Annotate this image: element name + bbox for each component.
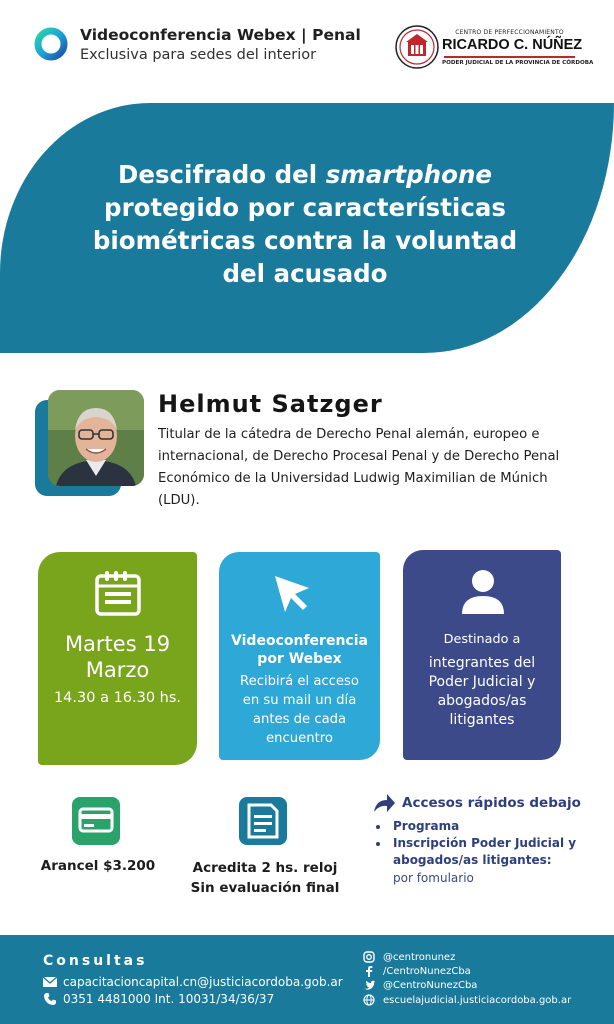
footer-phone: 0351 4481000 Int. 10031/34/36/37 (63, 992, 275, 1006)
quick-access-title: Accesos rápidos debajo (402, 795, 581, 811)
webex-card (219, 552, 380, 760)
twitter-icon (363, 979, 375, 991)
share-arrow-icon (372, 792, 396, 814)
header-subtitle: Exclusiva para sedes del interior (80, 47, 317, 63)
speaker-name: Helmut Satzger (158, 390, 383, 418)
speaker-portrait-icon (48, 390, 144, 486)
footer-web-row (363, 994, 571, 1006)
institution-divider (444, 56, 575, 58)
document-icon (237, 795, 289, 847)
webex-title-2: por Webex (257, 651, 342, 667)
title-line3: biométricas contra la voluntad (92, 226, 518, 255)
date-time: 14.30 a 16.30 hs. (53, 690, 182, 706)
date-day: Martes 19 (64, 632, 171, 656)
footer-instagram-row (363, 951, 455, 963)
institution-name: RICARDO C. NÚÑEZ (442, 37, 583, 53)
title-line1-em: smartphone (325, 160, 493, 189)
course-title (70, 158, 540, 290)
footer-web[interactable]: escuelajudicial.justiciacordoba.gob.ar (383, 994, 572, 1006)
webex-title (219, 632, 380, 668)
institution-logo (394, 24, 594, 72)
footer-email-row (43, 975, 343, 989)
date-card (38, 552, 197, 765)
institution-seal-icon (394, 24, 440, 70)
footer-email[interactable]: capacitacioncapital.cn@justiciacordoba.gob.ar (63, 975, 343, 989)
mail-icon (43, 975, 57, 989)
calendar-icon (92, 568, 144, 620)
webex-title-1: Videoconferencia (231, 633, 368, 649)
header-title: Videoconferencia Webex | Penal (80, 26, 361, 44)
quick-access-programa[interactable]: Programa (372, 818, 602, 835)
header (0, 0, 614, 100)
footer-facebook[interactable]: /CentroNunezCba (383, 965, 471, 977)
webex-logo-icon (34, 27, 68, 61)
acredita-line1: Acredita 2 hs. reloj (192, 860, 338, 876)
cursor-icon (271, 572, 315, 616)
quick-access-inscripcion[interactable]: Inscripción Poder Judicial y abogados/as litigantes: (372, 835, 602, 869)
institution-post: PODER JUDICIAL DE LA PROVINCIA DE CÓRDOBA (442, 60, 594, 66)
audience-pre: Destinado a (443, 632, 521, 647)
acredita (180, 858, 350, 898)
footer-title: Consultas (43, 953, 148, 969)
audience-text: integrantes del Poder Judicial y abogados/as litigantes (428, 655, 536, 728)
footer-twitter[interactable]: @CentroNunezCba (383, 979, 478, 991)
audience-card (403, 550, 561, 760)
title-line2: protegido por características (104, 193, 506, 222)
quick-access-sub: por fomulario (393, 871, 474, 885)
quick-access-list (372, 818, 602, 869)
speaker-photo-frame (35, 390, 145, 498)
instagram-icon (363, 951, 375, 963)
facebook-icon (363, 965, 375, 977)
footer (0, 935, 614, 1024)
footer-facebook-row (363, 965, 471, 977)
speaker-bio: Titular de la cátedra de Derecho Penal alemán, europeo e internacional, de Derecho Procesal Penal y de Derecho Penal Económico de la Universidad Ludwig Maximilian de Múnich (LDU). (158, 427, 560, 508)
footer-twitter-row (363, 979, 477, 991)
title-line4: del acusado (222, 259, 388, 288)
institution-pre: CENTRO DE PERFECCIONAMIENTO (455, 29, 564, 36)
webex-text: Recibirá el acceso en su mail un día antes de cada encuentro (240, 674, 359, 746)
arancel: Arancel $3.200 (40, 858, 156, 874)
footer-instagram[interactable]: @centronunez (383, 951, 456, 963)
payment-card-icon (70, 795, 122, 847)
globe-icon (363, 994, 375, 1006)
speaker-photo (48, 390, 144, 486)
user-icon (458, 566, 508, 616)
title-line1-pre: Descifrado del (117, 160, 326, 189)
date-month: Marzo (85, 658, 150, 682)
phone-icon (43, 992, 57, 1006)
acredita-line2: Sin evaluación final (190, 880, 340, 896)
footer-phone-row (43, 992, 274, 1006)
